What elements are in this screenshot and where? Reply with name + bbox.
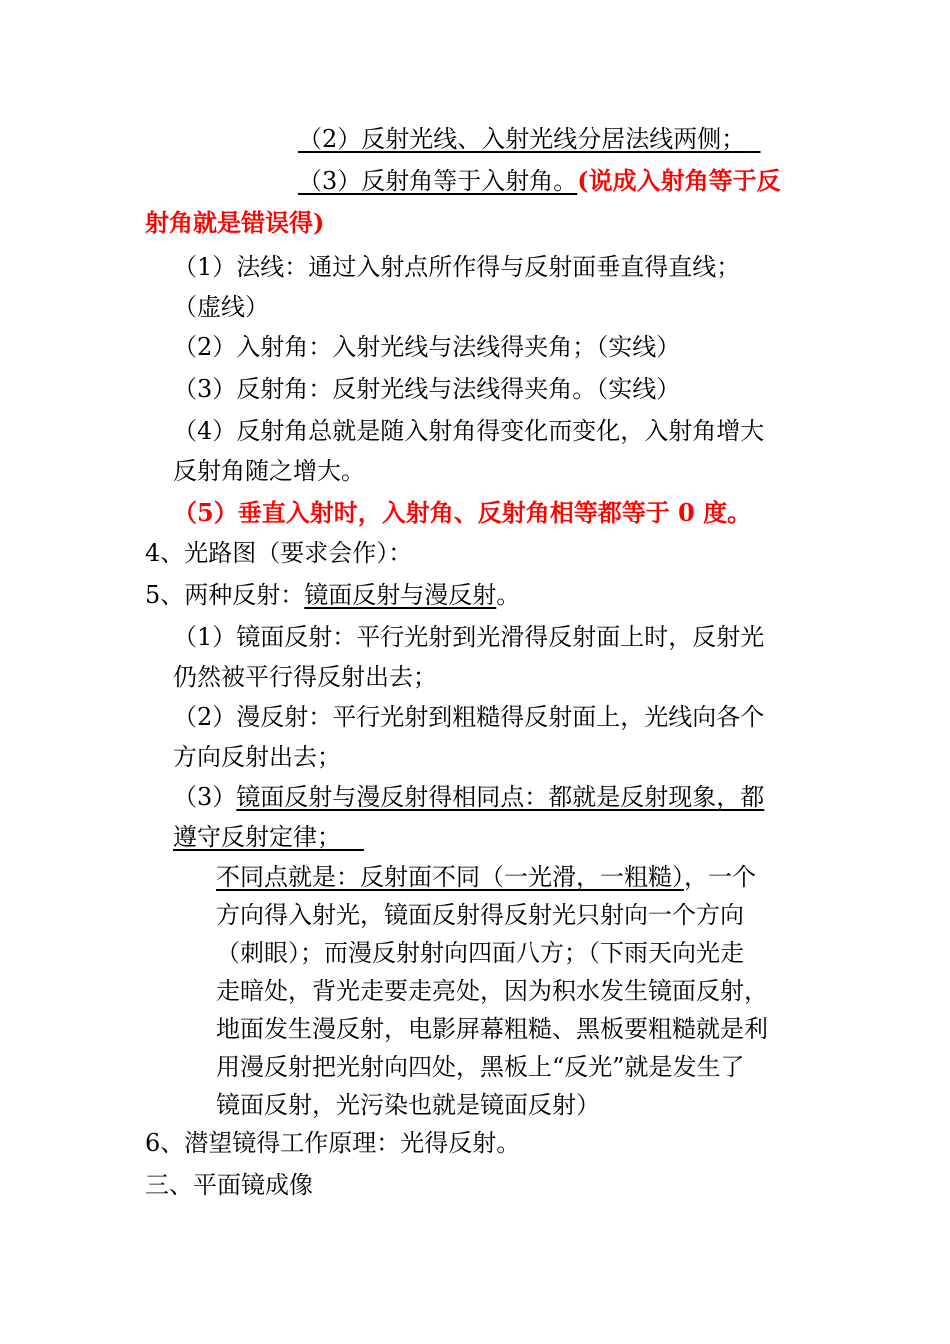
law-item-3 bbox=[298, 164, 781, 198]
normal-line-dashed-note: （虚线） bbox=[173, 293, 269, 321]
difference-point: 不同点就是：反射面不同（一光滑，一粗糙），一个 bbox=[216, 863, 756, 891]
difference-point-line-3: （刺眼）；而漫反射射向四面八方；（下雨天向光走 bbox=[216, 939, 744, 967]
warning-note-start: (说成入射角等于反 bbox=[577, 166, 781, 195]
incident-angle-definition: （2）入射角：入射光线与法线得夹角；（实线） bbox=[173, 333, 681, 361]
reflection-types: 镜面反射与漫反射 bbox=[304, 581, 497, 609]
section-3-plane-mirror: 三、平面镜成像 bbox=[145, 1171, 313, 1199]
reflection-angle-definition: （3）反射角：反射光线与法线得夹角。（实线） bbox=[173, 375, 681, 403]
similarity-point-cont: 遵守反射定律； bbox=[173, 823, 341, 851]
difference-point-line-5: 地面发生漫反射，电影屏幕粗糙、黑板要粗糙就是利 bbox=[216, 1015, 768, 1043]
normal-line-definition: （1）法线：通过入射点所作得与反射面垂直得直线； bbox=[173, 253, 741, 281]
difference-point-line-2: 方向得入射光，镜面反射得反射光只射向一个方向 bbox=[216, 901, 744, 929]
angle-change-rule-cont: 反射角随之增大。 bbox=[173, 457, 365, 485]
specular-reflection: （1）镜面反射：平行光射到光滑得反射面上时，反射光 bbox=[173, 623, 765, 651]
section-4-light-path: 4、光路图（要求会作）： bbox=[145, 539, 413, 567]
warning-note-end: 射角就是错误得) bbox=[145, 208, 325, 237]
law-item-2 bbox=[298, 122, 761, 156]
difference-point-line-6: 用漫反射把光射向四处，黑板上“反光”就是发生了 bbox=[216, 1053, 745, 1081]
angle-change-rule: （4）反射角总就是随入射角得变化而变化，入射角增大 bbox=[173, 417, 765, 445]
difference-point-line-7: 镜面反射，光污染也就是镜面反射） bbox=[216, 1091, 600, 1119]
difference-point-line-4: 走暗处，背光走要走亮处，因为积水发生镜面反射， bbox=[216, 977, 768, 1005]
section-5-two-reflections: 5、两种反射：镜面反射与漫反射。 bbox=[145, 581, 521, 609]
specular-reflection-cont: 仍然被平行得反射出去； bbox=[173, 663, 437, 691]
section-6-periscope: 6、潜望镜得工作原理：光得反射。 bbox=[145, 1129, 521, 1157]
similarity-point: （3）镜面反射与漫反射得相同点：都就是反射现象，都 bbox=[173, 783, 765, 811]
diffuse-reflection-cont: 方向反射出去； bbox=[173, 743, 341, 771]
law-item-2-text: （2）反射光线、入射光线分居法线两侧； bbox=[298, 125, 746, 153]
law-item-3-text: （3）反射角等于入射角。 bbox=[298, 167, 578, 195]
diffuse-reflection: （2）漫反射：平行光射到粗糙得反射面上，光线向各个 bbox=[173, 703, 765, 731]
perpendicular-incidence-rule: （5）垂直入射时，入射角、反射角相等都等于 0 度。 bbox=[173, 498, 752, 527]
